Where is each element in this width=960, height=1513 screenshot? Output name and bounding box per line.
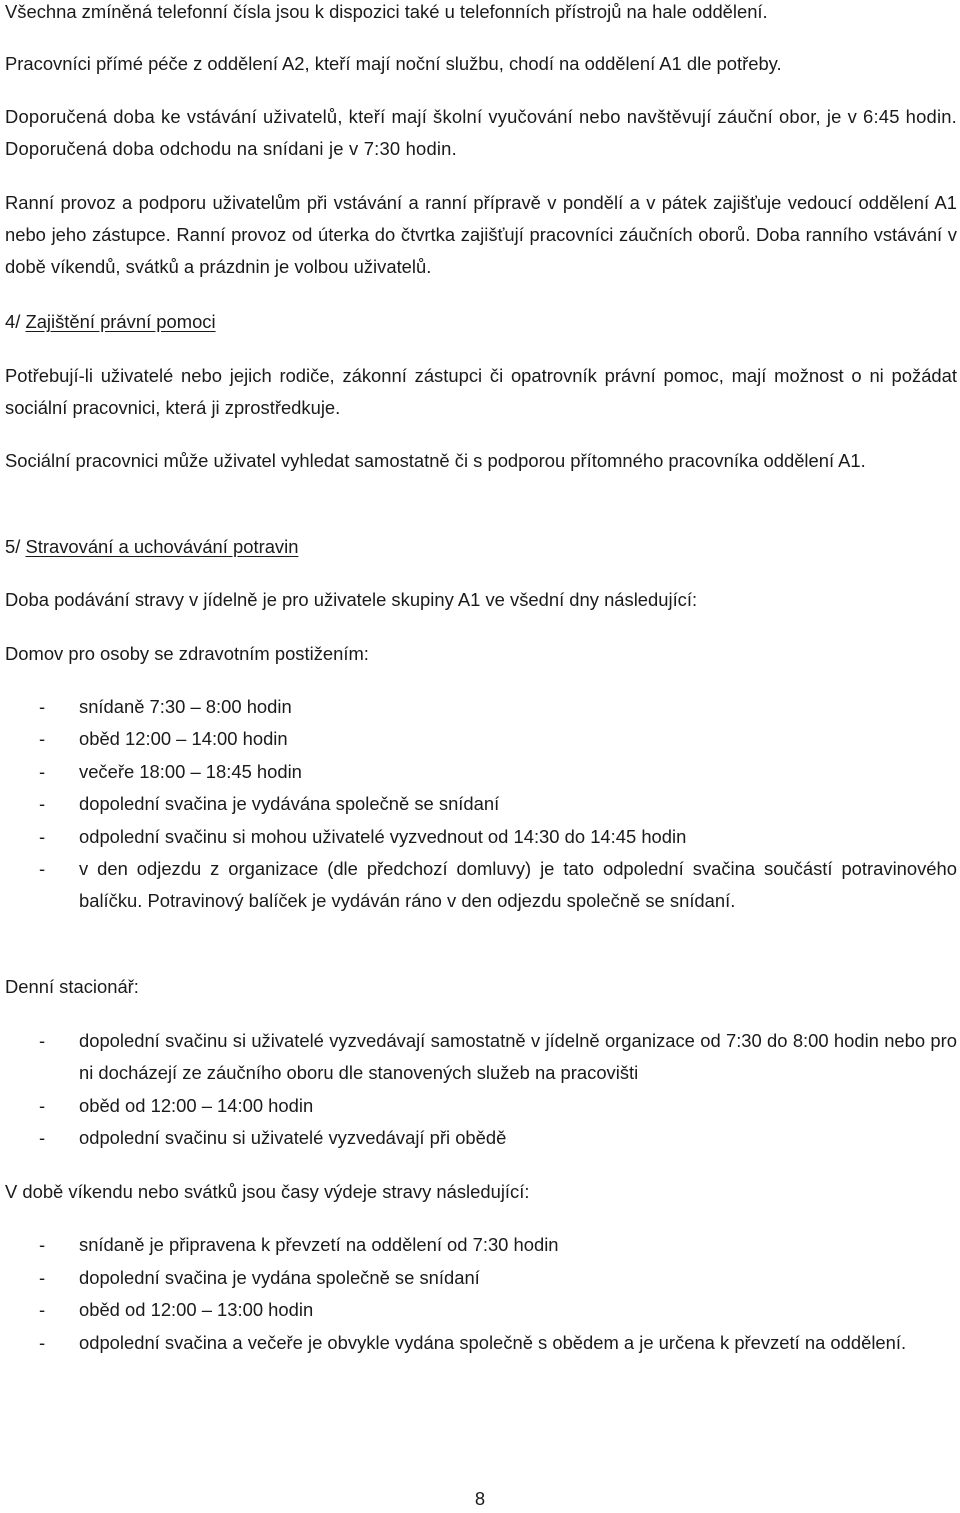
list-item-text: odpolední svačinu si mohou uživatelé vyzvednout od 14:30 do 14:45 hodin <box>79 826 687 847</box>
list-dash: - <box>39 1127 46 1148</box>
list-dash: - <box>39 761 46 782</box>
list-dash: - <box>39 728 46 749</box>
section-number: 5/ <box>5 536 21 557</box>
list-item-text: dopolední svačinu si uživatelé vyzvedávají samostatně v jídelně organizace od 7:30 do 8:00 hodin nebo pro ni docházejí ze záučního oboru dle stanovených služeb na pracovišti <box>79 1030 957 1083</box>
list-dash: - <box>39 696 46 717</box>
section-title: Zajištění právní pomoci <box>25 311 216 332</box>
list-item-text: oběd od 12:00 – 13:00 hodin <box>79 1299 314 1320</box>
paragraph-stacionar-heading: Denní stacionář: <box>5 976 139 997</box>
list-dash: - <box>39 858 46 879</box>
list-dash: - <box>39 1299 46 1320</box>
paragraph-meal-times-intro: Doba podávání stravy v jídelně je pro uživatele skupiny A1 ve všední dny následující: <box>5 589 698 610</box>
paragraph-domov-heading: Domov pro osoby se zdravotním postižením: <box>5 643 369 664</box>
paragraph-weekend-heading: V době víkendu nebo svátků jsou časy výdeje stravy následující: <box>5 1181 530 1202</box>
paragraph-social-worker: Sociální pracovnici může uživatel vyhledat samostatně či s podporou přítomného pracovníka oddělení A1. <box>5 450 866 471</box>
list-dash: - <box>39 1332 46 1353</box>
paragraph-wake-up-time: Doporučená doba ke vstávání uživatelů, kteří mají školní vyučování nebo navštěvují záuční obor, je v 6:45 hodin. Doporučená doba odchodu na snídani je v 7:30 hodin. <box>5 106 957 159</box>
paragraph-night-shift: Pracovníci přímé péče z oddělení A2, kteří mají noční službu, chodí na oddělení A1 dle potřeby. <box>5 53 782 74</box>
paragraph-legal-aid: Potřebují-li uživatelé nebo jejich rodiče, zákonní zástupci či opatrovník právní pomoc, mají možnost o ni požádat sociální pracovnici, která ji zprostředkuje. <box>5 365 957 418</box>
list-item-text: dopolední svačina je vydána společně se snídaní <box>79 1267 480 1288</box>
list-item-text: snídaně je připravena k převzetí na oddělení od 7:30 hodin <box>79 1234 559 1255</box>
page-number: 8 <box>474 1488 486 1509</box>
section-number: 4/ <box>5 311 21 332</box>
paragraph-morning-operation: Ranní provoz a podporu uživatelům při vstávání a ranní přípravě v pondělí a v pátek zajišťuje vedoucí oddělení A1 nebo jeho zástupce. Ranní provoz od úterka do čtvrtka zajišťují pracovníci záučních oborů. Doba ranního vstávání v době víkendů, svátků a prázdnin je volbou uživatelů. <box>5 192 957 277</box>
list-item-text: oběd od 12:00 – 14:00 hodin <box>79 1095 314 1116</box>
list-dash: - <box>39 1095 46 1116</box>
list-item-text: večeře 18:00 – 18:45 hodin <box>79 761 302 782</box>
section-heading-legal-aid <box>5 306 957 338</box>
section-heading-meals <box>5 531 957 563</box>
list-dash: - <box>39 826 46 847</box>
list-item-text: oběd 12:00 – 14:00 hodin <box>79 728 288 749</box>
list-item-text: dopolední svačina je vydávána společně se snídaní <box>79 793 500 814</box>
list-dash: - <box>39 1234 46 1255</box>
list-item-text: odpolední svačina a večeře je obvykle vydána společně s obědem a je určena k převzetí na oddělení. <box>79 1332 907 1353</box>
list-dash: - <box>39 1030 46 1051</box>
list-item-text: snídaně 7:30 – 8:00 hodin <box>79 696 292 717</box>
list-item-text: v den odjezdu z organizace (dle předchozí domluvy) je tato odpolední svačina součástí potravinového balíčku. Potravinový balíček je vydáván ráno v den odjezdu společně se snídaní. <box>79 858 957 911</box>
list-item-text: odpolední svačinu si uživatelé vyzvedávají při obědě <box>79 1127 507 1148</box>
list-dash: - <box>39 1267 46 1288</box>
section-title: Stravování a uchovávání potravin <box>25 536 299 557</box>
list-dash: - <box>39 793 46 814</box>
paragraph-phones: Všechna zmíněná telefonní čísla jsou k dispozici také u telefonních přístrojů na hale oddělení. <box>5 1 768 22</box>
